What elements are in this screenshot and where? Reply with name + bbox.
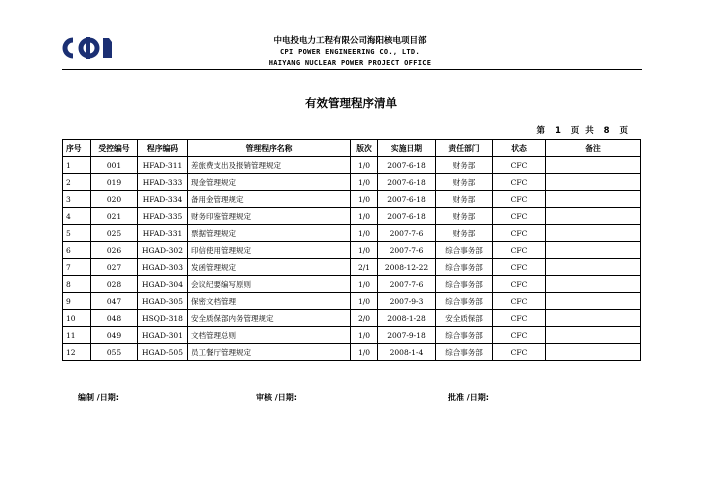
cell-remarks bbox=[546, 259, 641, 276]
cell-control-no: 026 bbox=[91, 242, 138, 259]
cell-index: 7 bbox=[63, 259, 91, 276]
cell-name: 保密文档管理 bbox=[188, 293, 351, 310]
procedure-table bbox=[62, 139, 641, 361]
cell-remarks bbox=[546, 327, 641, 344]
cell-remarks bbox=[546, 191, 641, 208]
cell-revision: 1/0 bbox=[351, 174, 378, 191]
reviewed-by-label: 审核 /日期: bbox=[256, 393, 297, 402]
col-header-status: 状态 bbox=[493, 140, 546, 157]
page-prefix: 第 bbox=[536, 126, 546, 136]
cell-department: 财务部 bbox=[436, 157, 493, 174]
col-header-name: 管理程序名称 bbox=[188, 140, 351, 157]
table-body bbox=[63, 157, 641, 361]
cell-index: 6 bbox=[63, 242, 91, 259]
cell-index: 1 bbox=[63, 157, 91, 174]
table-row bbox=[63, 276, 641, 293]
cell-status: CFC bbox=[493, 208, 546, 225]
cell-control-no: 049 bbox=[91, 327, 138, 344]
cell-remarks bbox=[546, 344, 641, 361]
table-row bbox=[63, 242, 641, 259]
cell-control-no: 019 bbox=[91, 174, 138, 191]
project-name-en: HAIYANG NUCLEAR POWER PROJECT OFFICE bbox=[268, 59, 432, 67]
cell-index: 8 bbox=[63, 276, 91, 293]
cell-index: 2 bbox=[63, 174, 91, 191]
cell-revision: 1/0 bbox=[351, 208, 378, 225]
cell-code: HGAD-505 bbox=[138, 344, 188, 361]
col-header-date: 实施日期 bbox=[378, 140, 436, 157]
col-header-department: 责任部门 bbox=[436, 140, 493, 157]
table-row bbox=[63, 327, 641, 344]
cell-code: HSQD-318 bbox=[138, 310, 188, 327]
cell-department: 综合事务部 bbox=[436, 276, 493, 293]
cell-name: 票据管理规定 bbox=[188, 225, 351, 242]
cell-revision: 2/0 bbox=[351, 310, 378, 327]
page-indicator bbox=[535, 124, 630, 136]
cell-index: 5 bbox=[63, 225, 91, 242]
company-name-cn: 中电投电力工程有限公司海阳核电项目部 bbox=[273, 36, 427, 46]
cell-date: 2007-6-18 bbox=[378, 208, 436, 225]
cell-name: 会议纪要编写原则 bbox=[188, 276, 351, 293]
cell-revision: 1/0 bbox=[351, 242, 378, 259]
cell-revision: 1/0 bbox=[351, 327, 378, 344]
cell-code: HGAD-302 bbox=[138, 242, 188, 259]
cell-name: 财务印鉴管理规定 bbox=[188, 208, 351, 225]
cell-department: 综合事务部 bbox=[436, 259, 493, 276]
header-rule bbox=[62, 69, 642, 70]
cell-code: HFAD-333 bbox=[138, 174, 188, 191]
cell-name: 差旅费支出及报销管理规定 bbox=[188, 157, 351, 174]
table-row bbox=[63, 225, 641, 242]
cell-date: 2007-6-18 bbox=[378, 174, 436, 191]
cell-remarks bbox=[546, 242, 641, 259]
cell-control-no: 048 bbox=[91, 310, 138, 327]
cell-name: 备用金管理规定 bbox=[188, 191, 351, 208]
cell-date: 2007-7-6 bbox=[378, 242, 436, 259]
table-row bbox=[63, 259, 641, 276]
cell-department: 安全质保部 bbox=[436, 310, 493, 327]
cell-status: CFC bbox=[493, 242, 546, 259]
cell-status: CFC bbox=[493, 293, 546, 310]
cell-date: 2008-1-28 bbox=[378, 310, 436, 327]
cell-date: 2007-7-6 bbox=[378, 225, 436, 242]
cell-control-no: 047 bbox=[91, 293, 138, 310]
cell-status: CFC bbox=[493, 276, 546, 293]
cell-control-no: 020 bbox=[91, 191, 138, 208]
col-header-remarks: 备注 bbox=[546, 140, 641, 157]
cell-status: CFC bbox=[493, 174, 546, 191]
cell-index: 3 bbox=[63, 191, 91, 208]
cell-code: HFAD-311 bbox=[138, 157, 188, 174]
page-suffix: 页 bbox=[619, 126, 628, 136]
cell-status: CFC bbox=[493, 327, 546, 344]
cell-remarks bbox=[546, 276, 641, 293]
cell-remarks bbox=[546, 208, 641, 225]
cell-revision: 1/0 bbox=[351, 225, 378, 242]
table-row bbox=[63, 174, 641, 191]
cell-revision: 1/0 bbox=[351, 276, 378, 293]
cell-date: 2008-12-22 bbox=[378, 259, 436, 276]
cell-index: 10 bbox=[63, 310, 91, 327]
cell-control-no: 028 bbox=[91, 276, 138, 293]
cell-index: 9 bbox=[63, 293, 91, 310]
cell-remarks bbox=[546, 225, 641, 242]
cell-code: HGAD-303 bbox=[138, 259, 188, 276]
page-mid: 页 共 bbox=[570, 126, 594, 136]
approved-by-label: 批准 /日期: bbox=[448, 393, 489, 402]
cell-revision: 1/0 bbox=[351, 191, 378, 208]
cell-date: 2007-6-18 bbox=[378, 191, 436, 208]
cell-revision: 1/0 bbox=[351, 293, 378, 310]
page-total: 8 bbox=[603, 126, 610, 136]
cell-code: HGAD-305 bbox=[138, 293, 188, 310]
cell-date: 2008-1-4 bbox=[378, 344, 436, 361]
cell-date: 2007-9-3 bbox=[378, 293, 436, 310]
cell-department: 综合事务部 bbox=[436, 293, 493, 310]
table-row bbox=[63, 191, 641, 208]
cell-status: CFC bbox=[493, 344, 546, 361]
cell-name: 员工餐厅管理规定 bbox=[188, 344, 351, 361]
col-header-revision: 版次 bbox=[351, 140, 378, 157]
cell-date: 2007-7-6 bbox=[378, 276, 436, 293]
cell-department: 财务部 bbox=[436, 191, 493, 208]
cell-date: 2007-9-18 bbox=[378, 327, 436, 344]
page-current: 1 bbox=[554, 126, 561, 136]
cell-control-no: 027 bbox=[91, 259, 138, 276]
table-row bbox=[63, 208, 641, 225]
cell-control-no: 055 bbox=[91, 344, 138, 361]
cell-status: CFC bbox=[493, 259, 546, 276]
cell-index: 12 bbox=[63, 344, 91, 361]
cell-status: CFC bbox=[493, 157, 546, 174]
cell-department: 综合事务部 bbox=[436, 327, 493, 344]
table-row bbox=[63, 293, 641, 310]
table-row bbox=[63, 157, 641, 174]
cell-department: 财务部 bbox=[436, 208, 493, 225]
cell-name: 发函管理规定 bbox=[188, 259, 351, 276]
cell-revision: 1/0 bbox=[351, 344, 378, 361]
cell-code: HFAD-334 bbox=[138, 191, 188, 208]
col-header-control-no: 受控编号 bbox=[91, 140, 138, 157]
cell-name: 安全质保部内务管理规定 bbox=[188, 310, 351, 327]
letterhead bbox=[230, 36, 470, 69]
cell-department: 财务部 bbox=[436, 174, 493, 191]
cell-code: HFAD-331 bbox=[138, 225, 188, 242]
cell-index: 4 bbox=[63, 208, 91, 225]
cell-code: HGAD-301 bbox=[138, 327, 188, 344]
cell-name: 文档管理总则 bbox=[188, 327, 351, 344]
table-header-row bbox=[63, 140, 641, 157]
cell-revision: 2/1 bbox=[351, 259, 378, 276]
cell-department: 综合事务部 bbox=[436, 344, 493, 361]
document-title: 有效管理程序清单 bbox=[305, 96, 397, 110]
cell-department: 财务部 bbox=[436, 225, 493, 242]
cell-status: CFC bbox=[493, 191, 546, 208]
cell-code: HFAD-335 bbox=[138, 208, 188, 225]
cell-index: 11 bbox=[63, 327, 91, 344]
cell-status: CFC bbox=[493, 310, 546, 327]
cell-remarks bbox=[546, 157, 641, 174]
cell-remarks bbox=[546, 174, 641, 191]
table-row bbox=[63, 310, 641, 327]
cell-revision: 1/0 bbox=[351, 157, 378, 174]
cell-remarks bbox=[546, 293, 641, 310]
cell-name: 印信使用管理规定 bbox=[188, 242, 351, 259]
cell-code: HGAD-304 bbox=[138, 276, 188, 293]
prepared-by-label: 编制 /日期: bbox=[78, 393, 119, 402]
cell-control-no: 021 bbox=[91, 208, 138, 225]
table-row bbox=[63, 344, 641, 361]
cell-department: 综合事务部 bbox=[436, 242, 493, 259]
col-header-code: 程序编码 bbox=[138, 140, 188, 157]
cell-name: 现金管理规定 bbox=[188, 174, 351, 191]
cell-control-no: 025 bbox=[91, 225, 138, 242]
cell-status: CFC bbox=[493, 225, 546, 242]
signature-footer bbox=[0, 392, 702, 404]
cell-control-no: 001 bbox=[91, 157, 138, 174]
company-name-en: CPI POWER ENGINEERING CO., LTD. bbox=[280, 48, 420, 56]
cell-date: 2007-6-18 bbox=[378, 157, 436, 174]
col-header-index: 序号 bbox=[63, 140, 91, 157]
cpi-logo bbox=[62, 36, 116, 60]
cell-remarks bbox=[546, 310, 641, 327]
